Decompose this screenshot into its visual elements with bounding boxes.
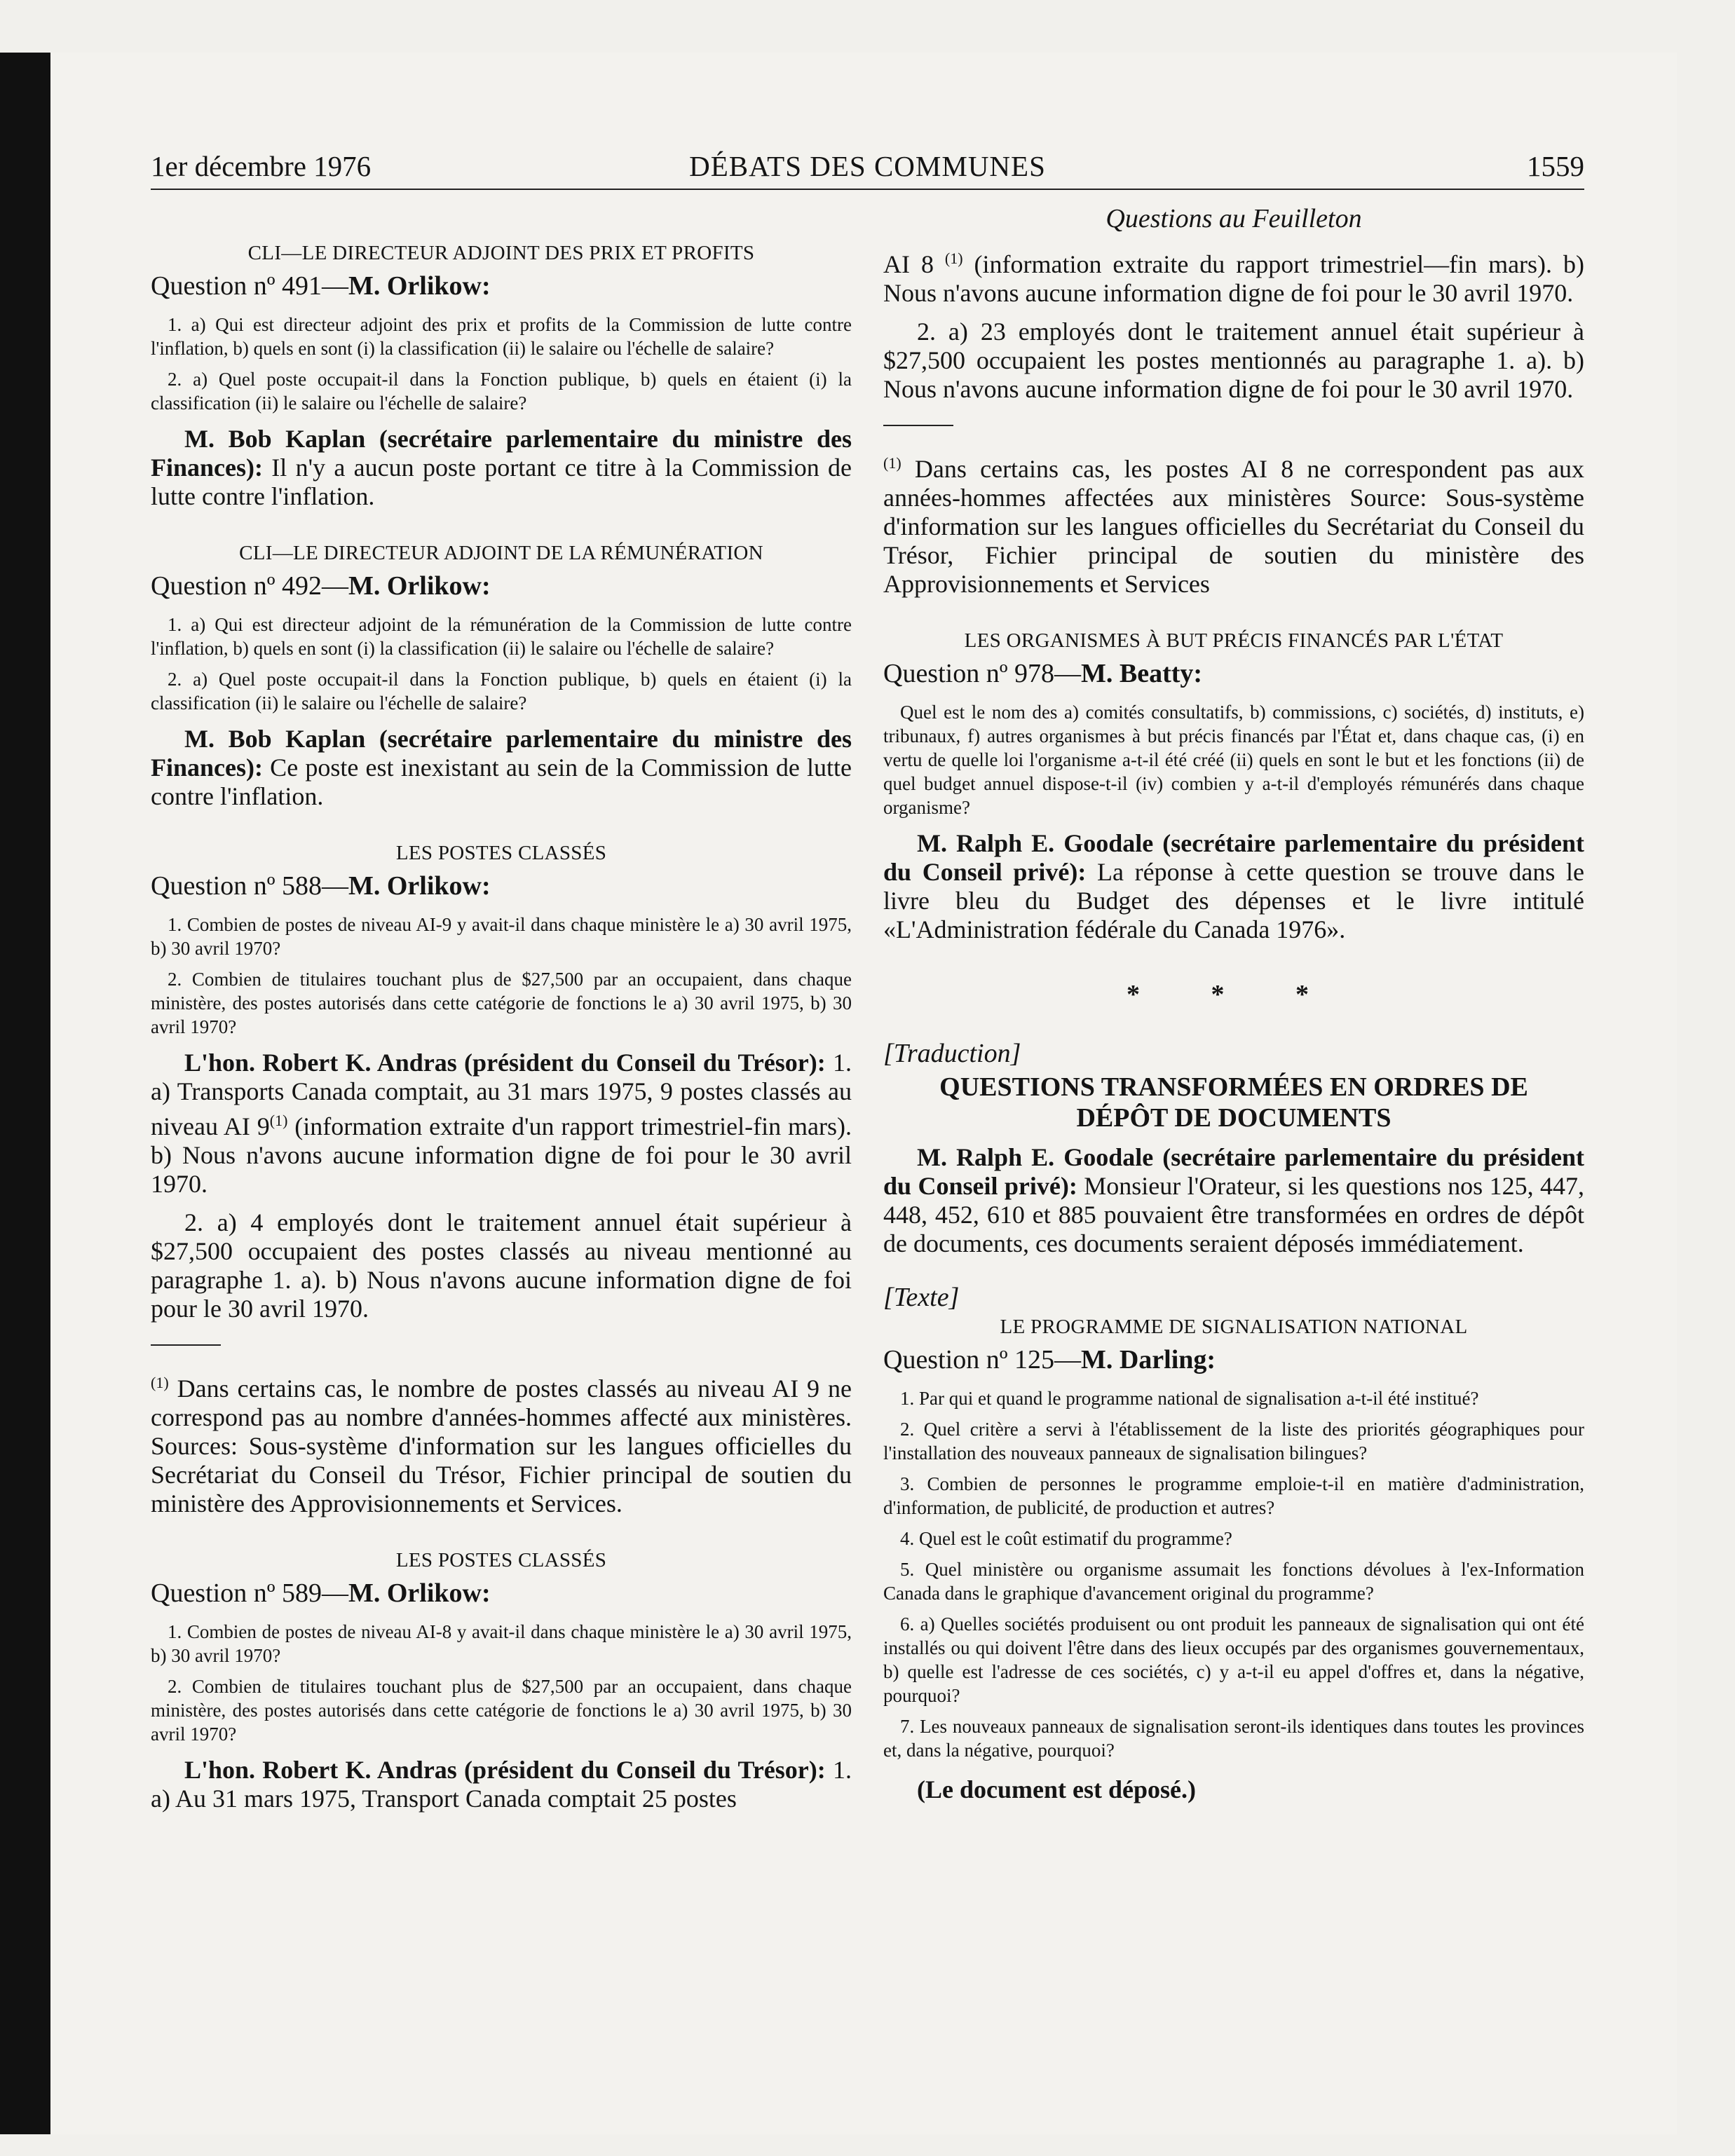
speaker-name: L'hon. Robert K. Andras (président du Conseil du Trésor): [184,1756,826,1784]
question-text: 2. Combien de titulaires touchant plus de $27,500 par an occupaient, dans chaque ministère, des postes autorisés dans cette catégorie de fonctions le a) 30 avril 1975, b) 30 avril 1970? [151,1676,852,1745]
section-title [883,1072,1584,1133]
answer-text: (information extraite du rapport trimestriel—fin mars). b) Nous n'avons aucune information digne de foi pour le 30 avril 1970. [883,250,1584,307]
question-number [883,658,1584,689]
question-number [883,1344,1584,1375]
scan-edge-shadow [0,53,50,2134]
answer-text: Ce poste est inexistant au sein de la Commission de lutte contre l'inflation. [151,753,852,810]
answer-text: Monsieur l'Orateur, si les questions nos 125, 447, 448, 452, 610 et 885 pouvaient être transformées en ordres de dépôt de documents, ces documents seraient déposés immédiatement. [883,1172,1584,1257]
question-text: 2. Combien de titulaires touchant plus de $27,500 par an occupaient, dans chaque ministère, des postes autorisés dans cette catégorie de fonctions le a) 30 avril 1975, b) 30 avril 1970? [151,969,852,1037]
question-number [151,1578,852,1609]
question-item: 5. Quel ministère ou organisme assumait les fonctions dévolues à l'ex-Information Canada dans le graphique d'avancement original du programme? [883,1559,1584,1604]
question-text: 2. a) Quel poste occupait-il dans la Fonction publique, b) quels en étaient (i) la classification (ii) le salaire ou l'échelle de salaire? [151,369,852,414]
question-number [151,571,852,601]
answer-paragraph [883,1143,1584,1258]
question-asker: M. Orlikow: [348,1578,491,1608]
section-title-line: QUESTIONS TRANSFORMÉES EN ORDRES DE [939,1072,1528,1102]
answer-text: (information extraite d'un rapport trimestriel-fin mars). b) Nous n'avons aucune information digne de foi pour le 30 avril 1970. [151,1112,852,1198]
question-item: 7. Les nouveaux panneaux de signalisation seront-ils identiques dans toutes les provinces et, dans la négative, pourquoi? [883,1716,1584,1761]
topic-heading: LES POSTES CLASSÉS [395,842,607,864]
question-asker: M. Orlikow: [348,871,491,901]
answer-paragraph [151,1049,852,1199]
question-number-text: Question nº 491— [151,271,348,301]
topic-heading: LES POSTES CLASSÉS [395,1549,607,1571]
question-number [151,871,852,901]
question-text: 2. a) Quel poste occupait-il dans la Fonction publique, b) quels en étaient (i) la classification (ii) le salaire ou l'échelle de salaire? [151,669,852,714]
question-item: 2. Quel critère a servi à l'établissement de la liste des priorités géographiques pour l'installation des nouveaux panneaux de signalisation bilingues? [883,1419,1584,1464]
document-deposited: (Le document est déposé.) [917,1775,1196,1803]
section-separator: * * * [1127,980,1341,1009]
footnote [151,1368,852,1518]
question-text: 1. a) Qui est directeur adjoint de la rémunération de la Commission de lutte contre l'inflation, b) quels en sont (i) la classification (ii) le salaire ou l'échelle de salaire? [151,614,852,659]
footnote-rule [151,1344,221,1346]
question-asker: M. Orlikow: [348,571,491,601]
speaker-name: M. Bob Kaplan (secrétaire parlementaire du ministre des Finances): [151,725,852,782]
speaker-name: M. Ralph E. Goodale (secrétaire parlementaire du président du Conseil privé): [883,829,1584,886]
answer-paragraph [151,1756,852,1813]
answer-text: AI 8 [883,250,945,278]
answer-paragraph: 2. a) 23 employés dont le traitement annuel était supérieur à $27,500 occupaient les postes mentionnés au paragraphe 1. a). b) Nous n'avons aucune information digne de foi pour le 30 avril 1970. [883,318,1584,403]
topic-heading: CLI—LE DIRECTEUR ADJOINT DES PRIX ET PROFITS [247,242,755,264]
question-number [151,271,852,301]
answer-paragraph [151,425,852,511]
answer-text: 1. a) Au 31 mars 1975, Transport Canada comptait 25 postes [151,1756,852,1813]
footnote-marker: (1) [151,1374,169,1391]
answer-paragraph [151,725,852,811]
topic-heading: CLI—LE DIRECTEUR ADJOINT DE LA RÉMUNÉRATION [239,542,763,564]
text-marker: [Texte] [883,1283,960,1312]
topic-heading: LE PROGRAMME DE SIGNALISATION NATIONAL [1000,1316,1468,1338]
speaker-name: M. Ralph E. Goodale (secrétaire parlementaire du président du Conseil privé): [883,1143,1584,1200]
footnote-text: Dans certains cas, les postes AI 8 ne correspondent pas aux années-hommes affectées aux ministères Source: Sous-système d'information sur les langues officielles du Secrétariat du Conseil du Trésor, Fichier principal de soutien du ministère des Approvisionnements et Services [883,455,1584,598]
question-text: 1. Combien de postes de niveau AI-9 y avait-il dans chaque ministère le a) 30 avril 1975, b) 30 avril 1970? [151,914,852,959]
answer-text: 1. a) Transports Canada comptait, au 31 mars 1975, 9 postes classés au niveau AI 9 [151,1049,852,1140]
question-item: 6. a) Quelles sociétés produisent ou ont produit les panneaux de signalisation qui ont été installés ou qui doivent l'être dans des lieux occupés par des organismes gouvernementaux, b) quelle est l'adresse de ces sociétés, c) y a-t-il eu appel d'offres et, dans la négative, pourquoi? [883,1613,1584,1706]
answer-paragraph: 2. a) 4 employés dont le traitement annuel était supérieur à $27,500 occupaient des postes classés au niveau mentionné au paragraphe 1. a). b) Nous n'avons aucune information digne de foi pour le 30 avril 1970. [151,1208,852,1323]
question-asker: M. Orlikow: [348,271,491,301]
header-page-number: 1559 [1527,150,1584,182]
running-head: Questions au Feuilleton [1105,204,1362,233]
question-item: 4. Quel est le coût estimatif du programme? [900,1528,1232,1549]
question-text: Quel est le nom des a) comités consultatifs, b) commissions, c) sociétés, d) instituts, e) tribunaux, f) autres organismes à but précis financés par l'État et, dans chaque cas, (i) en vertu de quelle loi l'organisme a-t-il été créé (ii) quels en sont le but et les fonctions (ii) de quel budget annuel dispose-t-il (iv) combien y a-t-il d'employés rémunérés dans chaque organisme? [883,702,1584,818]
footnote-marker: (1) [944,250,963,267]
speaker-name: M. Bob Kaplan (secrétaire parlementaire du ministre des Finances): [151,425,852,482]
question-item: 1. Par qui et quand le programme national de signalisation a-t-il été institué? [900,1388,1479,1409]
answer-text: Il n'y a aucun poste portant ce titre à la Commission de lutte contre l'inflation. [151,453,852,510]
speaker-name: L'hon. Robert K. Andras (président du Conseil du Trésor): [184,1049,826,1077]
right-column [883,203,1584,1804]
question-number-text: Question nº 588— [151,871,348,901]
question-item: 3. Combien de personnes le programme emploie-t-il en matière d'administration, d'information, de publicité, de production et autres? [883,1473,1584,1518]
topic-heading: LES ORGANISMES À BUT PRÉCIS FINANCÉS PAR L'ÉTAT [964,629,1504,652]
question-number-text: Question nº 589— [151,1578,348,1608]
translation-marker: [Traduction] [883,1039,1021,1068]
question-asker: M. Beatty: [1081,659,1203,688]
left-column [151,203,852,1822]
header-title: DÉBATS DES COMMUNES [689,150,1046,182]
question-number-text: Question nº 492— [151,571,348,601]
question-text: 1. Combien de postes de niveau AI-8 y avait-il dans chaque ministère le a) 30 avril 1975, b) 30 avril 1970? [151,1621,852,1666]
answer-continuation [883,244,1584,308]
footnote-marker: (1) [269,1112,288,1129]
question-asker: M. Darling: [1081,1345,1216,1374]
page-header [151,144,1584,190]
section-title-line: DÉPÔT DE DOCUMENTS [1076,1103,1392,1133]
footnote [883,449,1584,599]
answer-paragraph [883,829,1584,944]
question-number-text: Question nº 125— [883,1345,1081,1374]
header-date: 1er décembre 1976 [151,150,372,182]
footnote-text: Dans certains cas, le nombre de postes classés au niveau AI 9 ne correspond pas au nombre d'années-hommes affecté aux ministères. Sources: Sous-système d'information sur les langues officielles du Secrétariat du Conseil du Trésor, Fichier principal de soutien du ministère des Approvisionnements et Services. [151,1374,852,1517]
question-number-text: Question nº 978— [883,659,1081,688]
question-text: 1. a) Qui est directeur adjoint des prix et profits de la Commission de lutte contre l'inflation, b) quels en sont (i) la classification (ii) le salaire ou l'échelle de salaire? [151,314,852,359]
footnote-rule [883,425,953,426]
answer-text: La réponse à cette question se trouve dans le livre bleu du Budget des dépenses et le livre intitulé «L'Administration fédérale du Canada 1976». [883,858,1584,943]
footnote-marker: (1) [883,454,901,472]
